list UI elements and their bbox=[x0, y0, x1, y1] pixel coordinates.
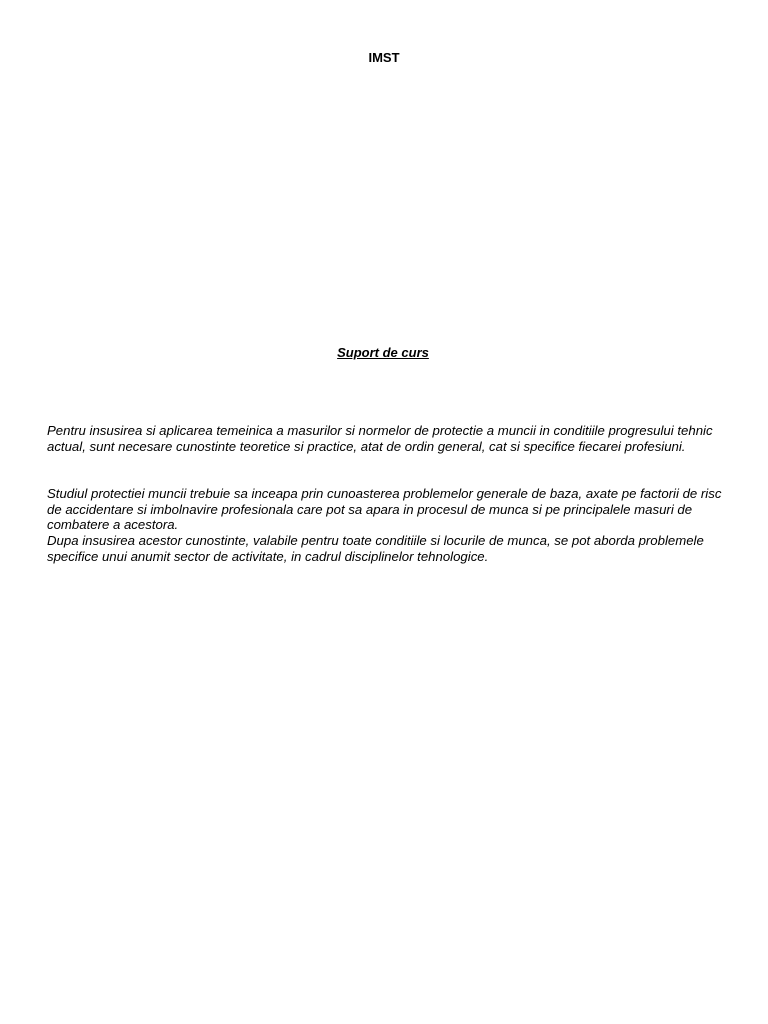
paragraph-intro: Pentru insusirea si aplicarea temeinica a masurilor si normelor de protectie a muncii in conditiile progresului tehnic actual, sunt necesare cunostinte teoretice si practice, atat de ordin general, cat si specifice fiecarei profesiuni. bbox=[47, 423, 713, 454]
paragraph-specific: Dupa insusirea acestor cunostinte, valabile pentru toate conditiile si locurile de munca, se pot aborda problemele specifice unui anumit sector de activitate, in cadrul disciplinelor tehnologice. bbox=[47, 533, 704, 564]
document-subtitle: Suport de curs bbox=[337, 345, 429, 360]
paragraph-study: Studiul protectiei muncii trebuie sa inceapa prin cunoasterea problemelor generale de baza, axate pe factorii de risc de accidentare si imbolnavire profesionala care pot sa apara in procesul de munca si pe principalele masuri de combatere a acestora. bbox=[47, 486, 722, 533]
document-header: IMST bbox=[368, 50, 400, 65]
